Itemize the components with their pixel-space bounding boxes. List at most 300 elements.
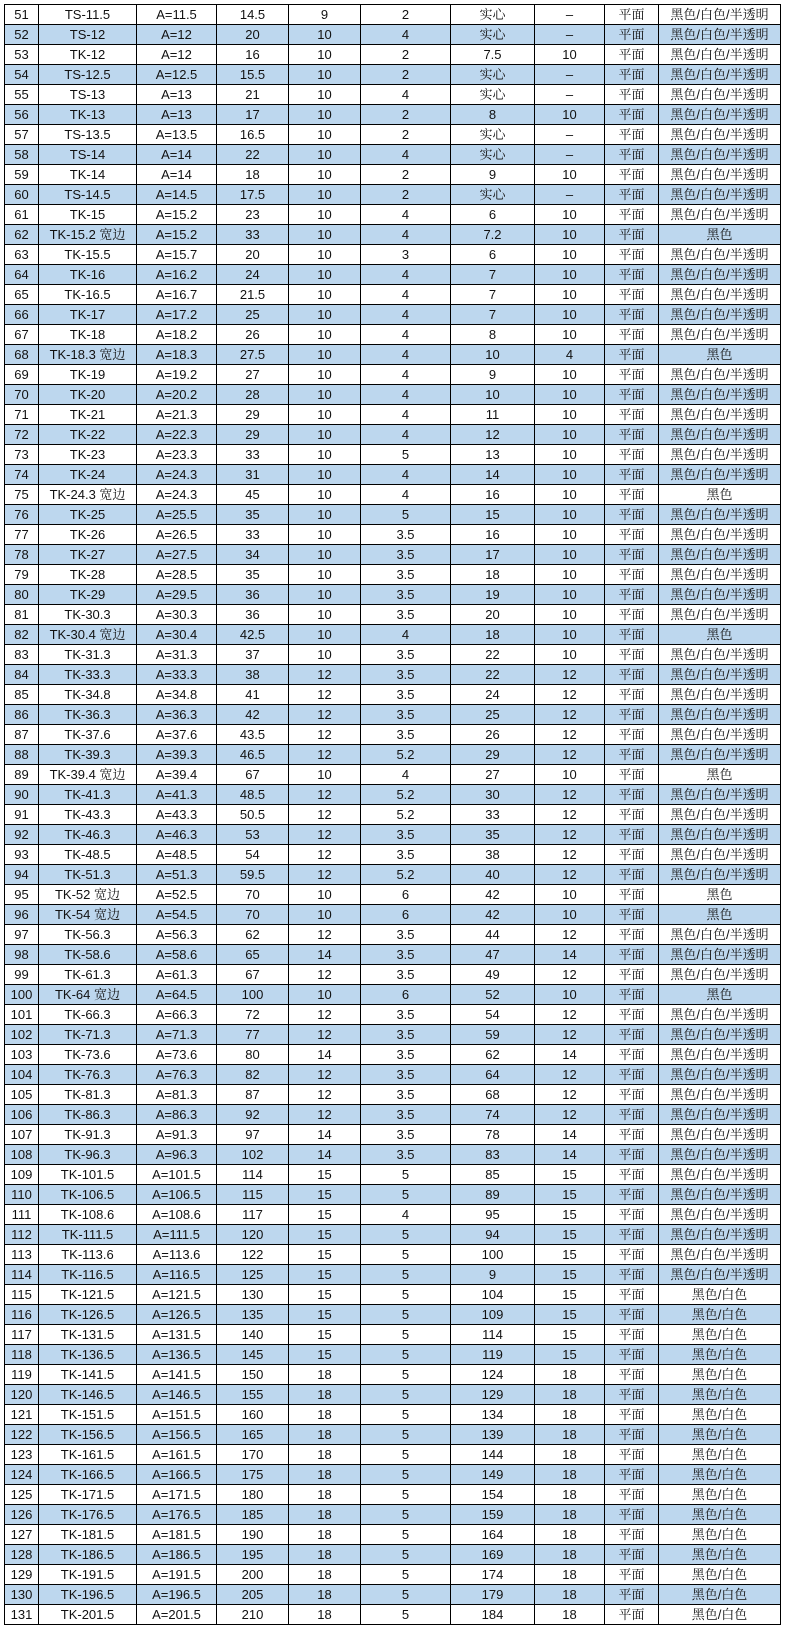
cell-dimension-b: 130	[217, 1285, 289, 1305]
cell-inner-size: 实心	[451, 25, 535, 45]
cell-model-code: TK-15	[39, 205, 137, 225]
cell-dimension-b: 14.5	[217, 5, 289, 25]
spec-table	[4, 4, 781, 1625]
cell-dimension-d: 5	[361, 1425, 451, 1445]
cell-color-options: 黑色	[659, 225, 781, 245]
cell-dimension-a: A=161.5	[137, 1445, 217, 1465]
cell-row-number: 71	[5, 405, 39, 425]
cell-color-options: 黑色/白色/半透明	[659, 605, 781, 625]
cell-row-number: 55	[5, 85, 39, 105]
cell-dimension-b: 17	[217, 105, 289, 125]
cell-dimension-a: A=14	[137, 145, 217, 165]
cell-row-number: 106	[5, 1105, 39, 1125]
cell-dimension-c: 10	[289, 85, 361, 105]
cell-depth: 10	[535, 405, 605, 425]
cell-depth: 12	[535, 805, 605, 825]
cell-dimension-a: A=176.5	[137, 1505, 217, 1525]
cell-inner-size: 18	[451, 625, 535, 645]
cell-model-code: TS-13	[39, 85, 137, 105]
cell-dimension-a: A=151.5	[137, 1405, 217, 1425]
cell-dimension-a: A=12.5	[137, 65, 217, 85]
cell-dimension-a: A=61.3	[137, 965, 217, 985]
cell-color-options: 黑色/白色/半透明	[659, 125, 781, 145]
table-row	[5, 65, 781, 85]
cell-surface: 平面	[605, 645, 659, 665]
cell-row-number: 128	[5, 1545, 39, 1565]
cell-model-code: TK-33.3	[39, 665, 137, 685]
cell-model-code: TK-66.3	[39, 1005, 137, 1025]
table-row	[5, 265, 781, 285]
cell-dimension-a: A=12	[137, 25, 217, 45]
cell-color-options: 黑色/白色/半透明	[659, 65, 781, 85]
cell-depth: –	[535, 145, 605, 165]
table-row	[5, 1085, 781, 1105]
cell-color-options: 黑色/白色	[659, 1525, 781, 1545]
cell-color-options: 黑色/白色/半透明	[659, 85, 781, 105]
cell-dimension-b: 31	[217, 465, 289, 485]
cell-dimension-c: 15	[289, 1345, 361, 1365]
cell-dimension-d: 3.5	[361, 965, 451, 985]
table-row	[5, 1245, 781, 1265]
table-row	[5, 105, 781, 125]
cell-dimension-d: 3.5	[361, 1085, 451, 1105]
cell-depth: 10	[535, 985, 605, 1005]
cell-surface: 平面	[605, 485, 659, 505]
cell-dimension-a: A=30.4	[137, 625, 217, 645]
cell-surface: 平面	[605, 765, 659, 785]
cell-dimension-c: 10	[289, 345, 361, 365]
cell-color-options: 黑色/白色	[659, 1365, 781, 1385]
cell-color-options: 黑色/白色/半透明	[659, 205, 781, 225]
table-row	[5, 685, 781, 705]
cell-inner-size: 26	[451, 725, 535, 745]
cell-dimension-c: 10	[289, 145, 361, 165]
cell-surface: 平面	[605, 1325, 659, 1345]
cell-model-code: TK-166.5	[39, 1465, 137, 1485]
cell-surface: 平面	[605, 305, 659, 325]
cell-dimension-d: 5	[361, 1345, 451, 1365]
cell-dimension-b: 72	[217, 1005, 289, 1025]
cell-dimension-b: 140	[217, 1325, 289, 1345]
cell-color-options: 黑色/白色	[659, 1405, 781, 1425]
table-row	[5, 585, 781, 605]
cell-row-number: 104	[5, 1065, 39, 1085]
cell-dimension-b: 50.5	[217, 805, 289, 825]
cell-dimension-c: 10	[289, 885, 361, 905]
cell-inner-size: 40	[451, 865, 535, 885]
cell-inner-size: 159	[451, 1505, 535, 1525]
cell-surface: 平面	[605, 1245, 659, 1265]
cell-row-number: 130	[5, 1585, 39, 1605]
cell-model-code: TS-12	[39, 25, 137, 45]
cell-dimension-a: A=13	[137, 105, 217, 125]
cell-dimension-b: 26	[217, 325, 289, 345]
cell-color-options: 黑色/白色/半透明	[659, 1245, 781, 1265]
cell-row-number: 60	[5, 185, 39, 205]
cell-surface: 平面	[605, 1425, 659, 1445]
cell-inner-size: 8	[451, 105, 535, 125]
cell-dimension-b: 35	[217, 565, 289, 585]
cell-inner-size: 7	[451, 265, 535, 285]
cell-surface: 平面	[605, 1125, 659, 1145]
cell-model-code: TK-106.5	[39, 1185, 137, 1205]
cell-dimension-b: 15.5	[217, 65, 289, 85]
cell-depth: –	[535, 25, 605, 45]
cell-dimension-a: A=166.5	[137, 1465, 217, 1485]
cell-color-options: 黑色/白色/半透明	[659, 585, 781, 605]
cell-dimension-b: 45	[217, 485, 289, 505]
cell-model-code: TS-14.5	[39, 185, 137, 205]
cell-surface: 平面	[605, 1485, 659, 1505]
cell-row-number: 113	[5, 1245, 39, 1265]
cell-inner-size: 13	[451, 445, 535, 465]
cell-model-code: TS-12.5	[39, 65, 137, 85]
cell-row-number: 74	[5, 465, 39, 485]
cell-dimension-b: 34	[217, 545, 289, 565]
cell-dimension-d: 3	[361, 245, 451, 265]
table-row	[5, 1265, 781, 1285]
cell-dimension-c: 12	[289, 825, 361, 845]
cell-color-options: 黑色/白色	[659, 1545, 781, 1565]
cell-dimension-c: 10	[289, 605, 361, 625]
cell-model-code: TK-108.6	[39, 1205, 137, 1225]
cell-dimension-d: 3.5	[361, 1045, 451, 1065]
cell-dimension-a: A=141.5	[137, 1365, 217, 1385]
cell-color-options: 黑色/白色/半透明	[659, 1025, 781, 1045]
cell-model-code: TK-111.5	[39, 1225, 137, 1245]
cell-depth: 18	[535, 1525, 605, 1545]
cell-dimension-a: A=76.3	[137, 1065, 217, 1085]
cell-dimension-d: 3.5	[361, 705, 451, 725]
cell-inner-size: 68	[451, 1085, 535, 1105]
cell-dimension-a: A=96.3	[137, 1145, 217, 1165]
cell-dimension-d: 5	[361, 1605, 451, 1625]
cell-dimension-d: 5	[361, 1265, 451, 1285]
cell-row-number: 62	[5, 225, 39, 245]
cell-dimension-c: 10	[289, 245, 361, 265]
cell-row-number: 69	[5, 365, 39, 385]
cell-dimension-a: A=156.5	[137, 1425, 217, 1445]
cell-depth: 12	[535, 925, 605, 945]
cell-depth: 18	[535, 1485, 605, 1505]
cell-dimension-a: A=12	[137, 45, 217, 65]
cell-surface: 平面	[605, 665, 659, 685]
cell-dimension-d: 4	[361, 385, 451, 405]
cell-depth: 10	[535, 45, 605, 65]
cell-dimension-b: 24	[217, 265, 289, 285]
cell-depth: 4	[535, 345, 605, 365]
cell-dimension-a: A=52.5	[137, 885, 217, 905]
cell-dimension-a: A=28.5	[137, 565, 217, 585]
cell-dimension-d: 6	[361, 905, 451, 925]
cell-row-number: 95	[5, 885, 39, 905]
cell-color-options: 黑色/白色	[659, 1565, 781, 1585]
cell-depth: 12	[535, 685, 605, 705]
cell-dimension-c: 18	[289, 1605, 361, 1625]
cell-color-options: 黑色/白色/半透明	[659, 1165, 781, 1185]
cell-model-code: TK-64 宽边	[39, 985, 137, 1005]
cell-color-options: 黑色/白色/半透明	[659, 865, 781, 885]
table-row	[5, 845, 781, 865]
cell-inner-size: 实心	[451, 65, 535, 85]
cell-dimension-c: 10	[289, 525, 361, 545]
cell-model-code: TK-16.5	[39, 285, 137, 305]
cell-surface: 平面	[605, 1025, 659, 1045]
cell-surface: 平面	[605, 1585, 659, 1605]
cell-model-code: TK-24.3 宽边	[39, 485, 137, 505]
cell-surface: 平面	[605, 1065, 659, 1085]
cell-color-options: 黑色/白色	[659, 1385, 781, 1405]
cell-color-options: 黑色/白色/半透明	[659, 325, 781, 345]
table-row	[5, 1305, 781, 1325]
cell-dimension-a: A=13.5	[137, 125, 217, 145]
cell-dimension-d: 5	[361, 1445, 451, 1465]
cell-row-number: 105	[5, 1085, 39, 1105]
cell-depth: 10	[535, 545, 605, 565]
cell-depth: 10	[535, 905, 605, 925]
cell-surface: 平面	[605, 325, 659, 345]
cell-dimension-b: 59.5	[217, 865, 289, 885]
cell-dimension-b: 175	[217, 1465, 289, 1485]
cell-depth: 10	[535, 465, 605, 485]
cell-dimension-a: A=91.3	[137, 1125, 217, 1145]
cell-inner-size: 22	[451, 645, 535, 665]
cell-dimension-d: 6	[361, 985, 451, 1005]
cell-inner-size: 109	[451, 1305, 535, 1325]
cell-color-options: 黑色	[659, 905, 781, 925]
cell-dimension-c: 10	[289, 445, 361, 465]
cell-model-code: TK-113.6	[39, 1245, 137, 1265]
cell-inner-size: 8	[451, 325, 535, 345]
cell-inner-size: 16	[451, 525, 535, 545]
cell-surface: 平面	[605, 945, 659, 965]
cell-dimension-b: 102	[217, 1145, 289, 1165]
cell-dimension-d: 5	[361, 1285, 451, 1305]
cell-dimension-b: 120	[217, 1225, 289, 1245]
cell-depth: 12	[535, 825, 605, 845]
cell-model-code: TK-26	[39, 525, 137, 545]
cell-dimension-c: 12	[289, 1085, 361, 1105]
cell-row-number: 107	[5, 1125, 39, 1145]
cell-dimension-c: 15	[289, 1265, 361, 1285]
cell-depth: 18	[535, 1425, 605, 1445]
cell-inner-size: 7	[451, 305, 535, 325]
cell-surface: 平面	[605, 465, 659, 485]
table-row	[5, 1385, 781, 1405]
cell-model-code: TK-34.8	[39, 685, 137, 705]
table-row	[5, 485, 781, 505]
cell-dimension-a: A=15.2	[137, 225, 217, 245]
table-row	[5, 45, 781, 65]
cell-dimension-c: 10	[289, 505, 361, 525]
cell-dimension-c: 10	[289, 765, 361, 785]
cell-dimension-c: 9	[289, 5, 361, 25]
cell-dimension-b: 20	[217, 25, 289, 45]
cell-dimension-d: 4	[361, 765, 451, 785]
cell-dimension-c: 10	[289, 425, 361, 445]
cell-dimension-b: 122	[217, 1245, 289, 1265]
cell-dimension-a: A=126.5	[137, 1305, 217, 1325]
table-row	[5, 1325, 781, 1345]
cell-model-code: TS-14	[39, 145, 137, 165]
cell-depth: 18	[535, 1465, 605, 1485]
cell-depth: 10	[535, 765, 605, 785]
cell-surface: 平面	[605, 1445, 659, 1465]
cell-color-options: 黑色/白色/半透明	[659, 725, 781, 745]
cell-inner-size: 78	[451, 1125, 535, 1145]
cell-depth: –	[535, 5, 605, 25]
cell-row-number: 121	[5, 1405, 39, 1425]
cell-dimension-b: 115	[217, 1185, 289, 1205]
cell-inner-size: 124	[451, 1365, 535, 1385]
cell-dimension-c: 15	[289, 1245, 361, 1265]
cell-surface: 平面	[605, 1185, 659, 1205]
cell-row-number: 114	[5, 1265, 39, 1285]
cell-surface: 平面	[605, 745, 659, 765]
table-row	[5, 805, 781, 825]
cell-dimension-c: 15	[289, 1305, 361, 1325]
cell-inner-size: 52	[451, 985, 535, 1005]
cell-dimension-c: 12	[289, 805, 361, 825]
cell-dimension-b: 195	[217, 1545, 289, 1565]
cell-dimension-c: 18	[289, 1405, 361, 1425]
cell-row-number: 76	[5, 505, 39, 525]
cell-model-code: TK-136.5	[39, 1345, 137, 1365]
cell-dimension-a: A=51.3	[137, 865, 217, 885]
cell-inner-size: 95	[451, 1205, 535, 1225]
cell-depth: 10	[535, 325, 605, 345]
cell-depth: 15	[535, 1205, 605, 1225]
cell-row-number: 67	[5, 325, 39, 345]
cell-depth: 10	[535, 265, 605, 285]
cell-dimension-d: 3.5	[361, 1005, 451, 1025]
table-row	[5, 185, 781, 205]
cell-dimension-a: A=26.5	[137, 525, 217, 545]
cell-inner-size: 184	[451, 1605, 535, 1625]
cell-surface: 平面	[605, 385, 659, 405]
cell-inner-size: 实心	[451, 145, 535, 165]
cell-dimension-c: 12	[289, 1005, 361, 1025]
cell-surface: 平面	[605, 1605, 659, 1625]
cell-dimension-b: 36	[217, 585, 289, 605]
cell-dimension-c: 12	[289, 965, 361, 985]
cell-surface: 平面	[605, 205, 659, 225]
cell-surface: 平面	[605, 1505, 659, 1525]
cell-inner-size: 24	[451, 685, 535, 705]
cell-inner-size: 12	[451, 425, 535, 445]
cell-surface: 平面	[605, 345, 659, 365]
cell-dimension-b: 150	[217, 1365, 289, 1385]
cell-row-number: 54	[5, 65, 39, 85]
cell-row-number: 51	[5, 5, 39, 25]
cell-row-number: 98	[5, 945, 39, 965]
cell-dimension-c: 18	[289, 1545, 361, 1565]
cell-dimension-a: A=14.5	[137, 185, 217, 205]
cell-dimension-b: 18	[217, 165, 289, 185]
cell-dimension-a: A=73.6	[137, 1045, 217, 1065]
cell-dimension-d: 3.5	[361, 725, 451, 745]
cell-dimension-d: 4	[361, 485, 451, 505]
cell-dimension-d: 5	[361, 1325, 451, 1345]
table-row	[5, 285, 781, 305]
cell-depth: 12	[535, 705, 605, 725]
cell-inner-size: 62	[451, 1045, 535, 1065]
cell-surface: 平面	[605, 565, 659, 585]
cell-depth: 10	[535, 605, 605, 625]
cell-color-options: 黑色	[659, 485, 781, 505]
cell-row-number: 131	[5, 1605, 39, 1625]
cell-inner-size: 19	[451, 585, 535, 605]
cell-inner-size: 实心	[451, 185, 535, 205]
cell-row-number: 125	[5, 1485, 39, 1505]
cell-dimension-b: 155	[217, 1385, 289, 1405]
cell-dimension-c: 10	[289, 545, 361, 565]
cell-model-code: TK-18.3 宽边	[39, 345, 137, 365]
cell-dimension-d: 3.5	[361, 1065, 451, 1085]
cell-row-number: 126	[5, 1505, 39, 1525]
cell-dimension-c: 10	[289, 565, 361, 585]
cell-dimension-d: 5	[361, 1365, 451, 1385]
cell-surface: 平面	[605, 1305, 659, 1325]
cell-color-options: 黑色/白色	[659, 1585, 781, 1605]
cell-row-number: 88	[5, 745, 39, 765]
cell-dimension-d: 4	[361, 465, 451, 485]
cell-model-code: TK-30.4 宽边	[39, 625, 137, 645]
cell-row-number: 116	[5, 1305, 39, 1325]
cell-dimension-a: A=181.5	[137, 1525, 217, 1545]
cell-color-options: 黑色/白色/半透明	[659, 745, 781, 765]
cell-dimension-d: 6	[361, 885, 451, 905]
cell-dimension-a: A=71.3	[137, 1025, 217, 1045]
cell-dimension-a: A=16.2	[137, 265, 217, 285]
cell-dimension-c: 10	[289, 645, 361, 665]
cell-dimension-c: 15	[289, 1165, 361, 1185]
cell-surface: 平面	[605, 285, 659, 305]
cell-dimension-c: 10	[289, 165, 361, 185]
cell-dimension-b: 42	[217, 705, 289, 725]
cell-surface: 平面	[605, 1465, 659, 1485]
cell-surface: 平面	[605, 245, 659, 265]
table-row	[5, 645, 781, 665]
cell-depth: 10	[535, 525, 605, 545]
table-row	[5, 1365, 781, 1385]
cell-depth: 15	[535, 1305, 605, 1325]
table-row	[5, 1125, 781, 1145]
cell-row-number: 129	[5, 1565, 39, 1585]
cell-dimension-c: 10	[289, 205, 361, 225]
cell-model-code: TK-201.5	[39, 1605, 137, 1625]
cell-model-code: TK-39.3	[39, 745, 137, 765]
cell-color-options: 黑色/白色/半透明	[659, 1085, 781, 1105]
cell-color-options: 黑色/白色/半透明	[659, 805, 781, 825]
cell-dimension-b: 25	[217, 305, 289, 325]
cell-color-options: 黑色/白色/半透明	[659, 245, 781, 265]
table-row	[5, 1465, 781, 1485]
cell-depth: 12	[535, 1105, 605, 1125]
cell-row-number: 122	[5, 1425, 39, 1445]
cell-color-options: 黑色/白色	[659, 1445, 781, 1465]
cell-model-code: TK-156.5	[39, 1425, 137, 1445]
table-row	[5, 1185, 781, 1205]
cell-model-code: TK-76.3	[39, 1065, 137, 1085]
cell-dimension-c: 10	[289, 905, 361, 925]
cell-dimension-a: A=16.7	[137, 285, 217, 305]
cell-dimension-c: 10	[289, 405, 361, 425]
cell-row-number: 99	[5, 965, 39, 985]
cell-inner-size: 85	[451, 1165, 535, 1185]
cell-dimension-b: 114	[217, 1165, 289, 1185]
cell-dimension-b: 23	[217, 205, 289, 225]
